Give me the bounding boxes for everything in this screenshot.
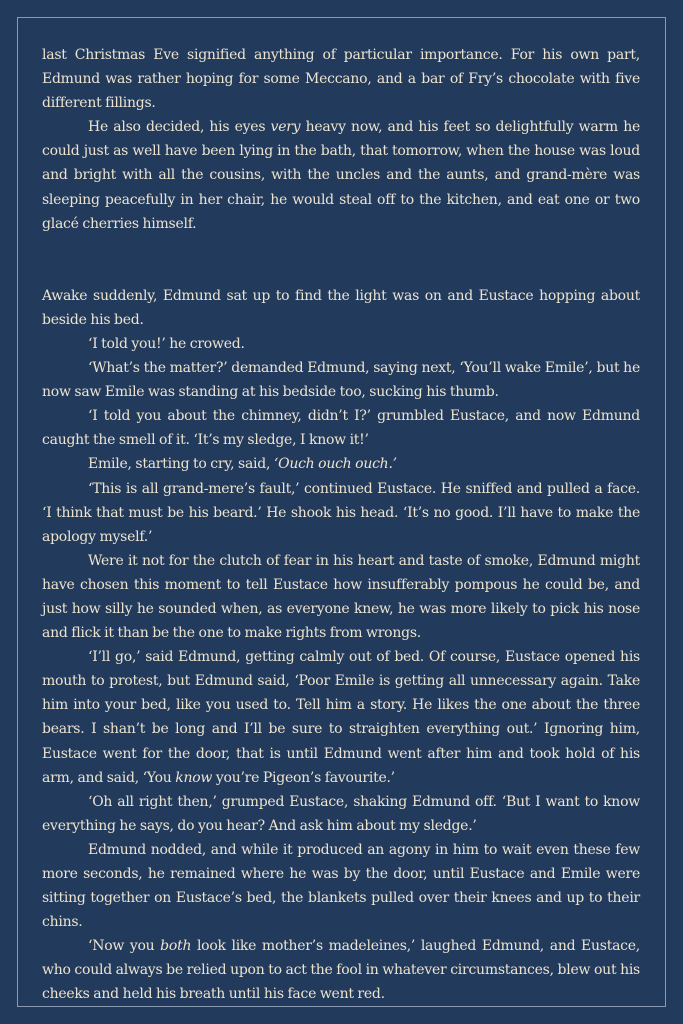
paragraph: Were it not for the clutch of fear in his heart and taste of smoke, Edmund might have chosen this moment to tell Eustace how insufferably pompous he could be, and just how silly he sounded when, as everyone knew, he was more likely to pick his nose and flick it than be the one to make rights from wrongs. (42, 552, 640, 642)
paragraph: ‘Now you both look like mother’s madeleines,’ laughed Edmund, and Eustace, who could always be relied upon to act the fool in whatever circumstances, blew out his cheeks and held his breath until his face went red. (42, 938, 640, 1003)
paragraph: Edmund nodded, and while it produced an agony in him to wait even these few more seconds, he remained where he was by the door, until Eustace and Emile were sitting together on Eustace’s bed, the blankets pulled over their knees and up to their chins. (42, 841, 640, 931)
emphasis: ‘Ouch ouch ouch.’ (273, 456, 397, 473)
emphasis: very (270, 119, 301, 136)
paragraph: last Christmas Eve signified anything of particular importance. For his own part, Edmund was rather hoping for some Meccano, and a bar of Fry’s chocolate with five different fillings. (42, 47, 640, 112)
paragraph: ‘This is all grand-mere’s fault,’ continued Eustace. He sniffed and pulled a face. ‘I think that must be his beard.’ He shook his head. ‘It’s no good. I’ll have to make the apology myself.’ (42, 480, 640, 545)
paragraph: Emile, starting to cry, said, ‘Ouch ouch ouch.’ (88, 456, 397, 473)
emphasis: know (175, 769, 213, 786)
section-break (42, 236, 640, 284)
paragraph: ‘What’s the matter?’ demanded Edmund, saying next, ‘You’ll wake Emile’, but he now saw Emile was standing at his bedside too, sucking his thumb. (42, 360, 640, 401)
emphasis: both (160, 938, 192, 955)
paragraph: ‘I told you!’ he crowed. (88, 335, 245, 352)
paragraph: He also decided, his eyes very heavy now, and his feet so delightfully warm he could just as well have been lying in the bath, that tomorrow, when the house was loud and bright with all the cousins, with the uncles and the aunts, and grand-mère was sleeping peacefully in her chair, he would steal off to the kitchen, and eat one or two glacé cherries himself. (42, 119, 641, 232)
page-text (42, 43, 640, 1007)
paragraph: ‘I told you about the chimney, didn’t I?’ grumbled Eustace, and now Edmund caught the smell of it. ‘It’s my sledge, I know it!’ (42, 408, 640, 449)
paragraph: ‘Oh all right then,’ grumped Eustace, shaking Edmund off. ‘But I want to know everything he says, do you hear? And ask him about my sledge.’ (42, 793, 640, 834)
paragraph: Awake suddenly, Edmund sat up to find the light was on and Eustace hopping about beside his bed. (42, 287, 640, 328)
paragraph: ‘I’ll go,’ said Edmund, getting calmly out of bed. Of course, Eustace opened his mouth to protest, but Edmund said, ‘Poor Emile is getting all unnecessary again. Take him into your bed, like you used to. Tell him a story. He likes the one about the three bears. I shan’t be long and I’ll be sure to straighten everything out.’ Ignoring him, Eustace went for the door, that is until Edmund went after him and took hold of his arm, and said, ‘You know you’re Pigeon’s favourite.’ (42, 649, 640, 786)
